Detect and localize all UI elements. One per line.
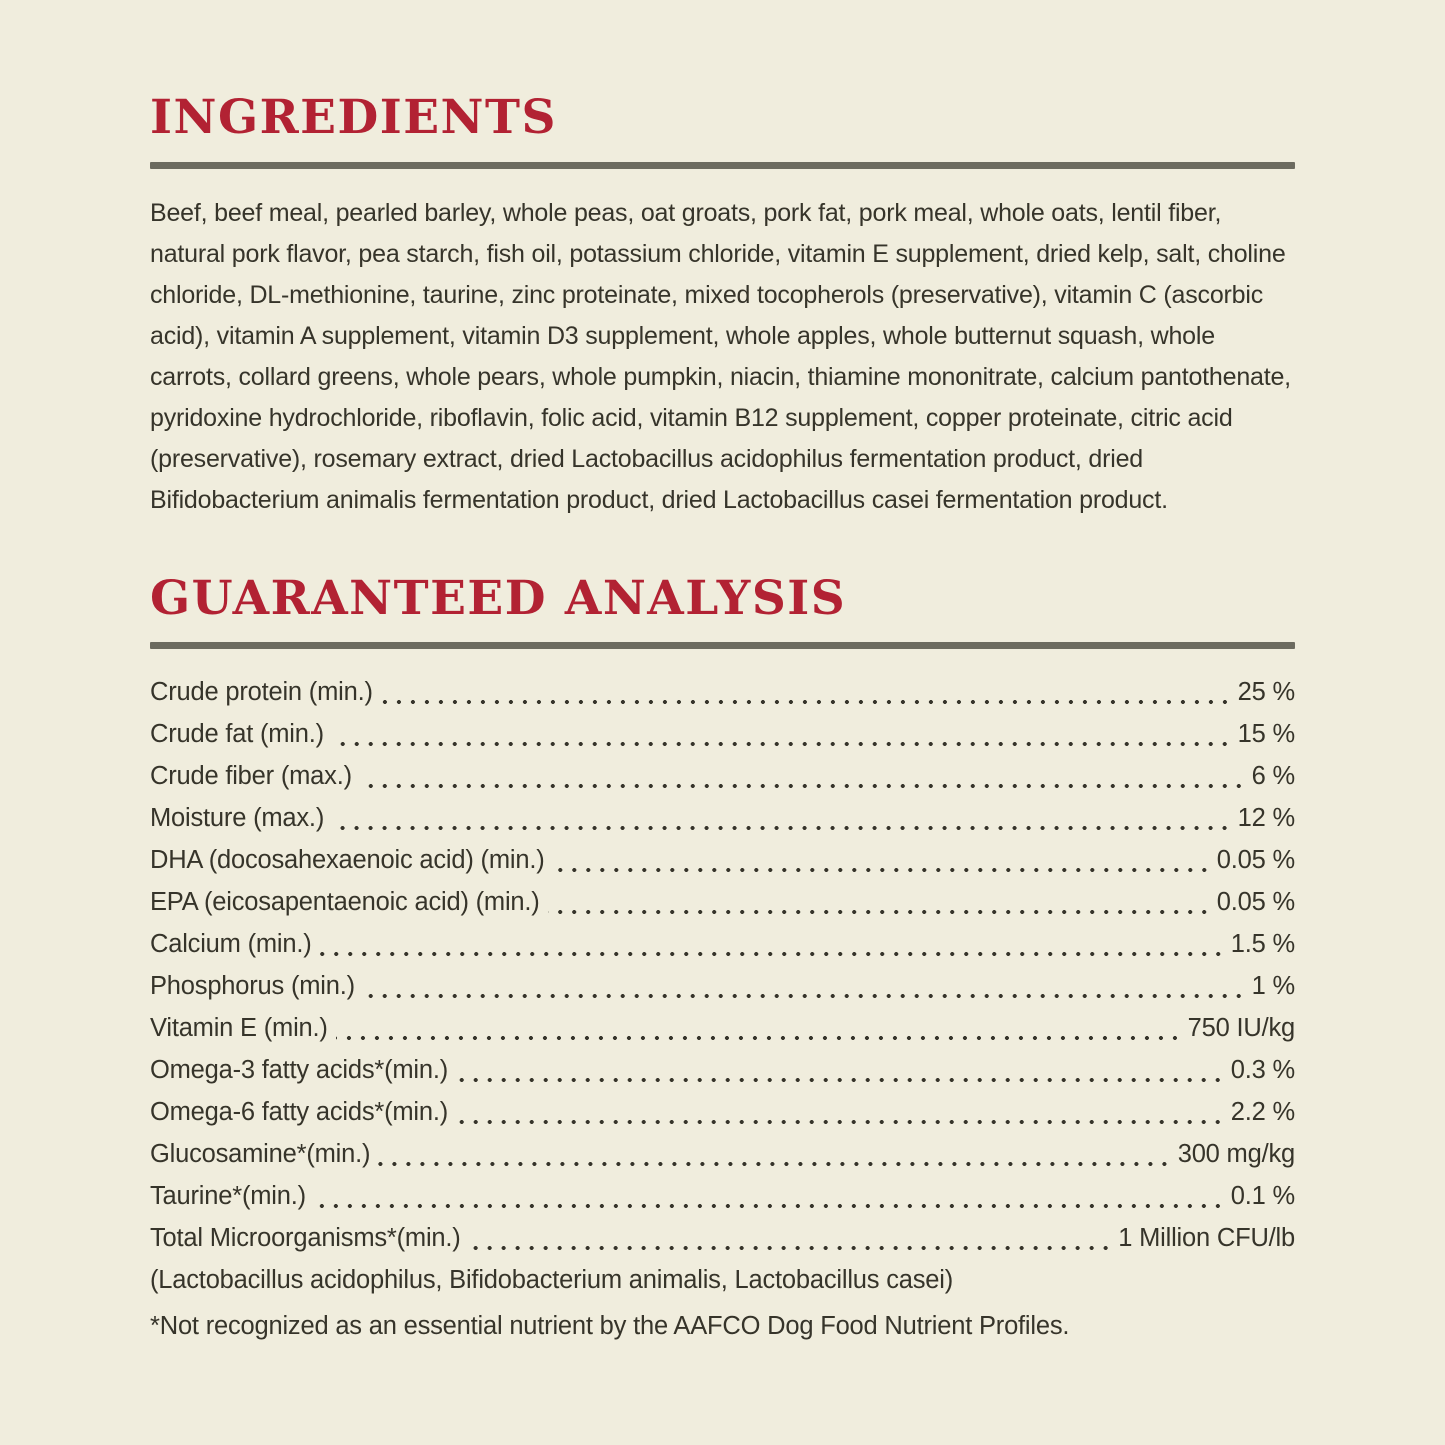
analysis-row-label: Vitamin E (min.) [150, 1013, 328, 1042]
analysis-row-value: 0.05 % [1216, 845, 1295, 874]
dotted-leader [332, 797, 1232, 839]
analysis-row-value: 0.05 % [1216, 887, 1295, 916]
ingredients-section [150, 92, 1295, 521]
analysis-row-label: DHA (docosahexaenoic acid) (min.) [150, 845, 545, 874]
aafco-footnote: *Not recognized as an essential nutrient by the AAFCO Dog Food Nutrient Profiles. [150, 1312, 1070, 1341]
analysis-row [150, 923, 1295, 965]
analysis-row-value: 2.2 % [1230, 1097, 1295, 1126]
analysis-row [150, 671, 1295, 713]
analysis-row [150, 965, 1295, 1007]
analysis-row-label: Crude fiber (max.) [150, 761, 352, 790]
analysis-row [150, 1091, 1295, 1133]
analysis-row [150, 1217, 1295, 1259]
analysis-row-value: 750 IU/kg [1187, 1013, 1295, 1042]
analysis-row-value: 6 % [1251, 761, 1295, 790]
analysis-row-label: EPA (eicosapentaenoic acid) (min.) [150, 887, 540, 916]
analysis-divider-rule [150, 642, 1295, 649]
dotted-leader [336, 1007, 1182, 1049]
dotted-leader [320, 923, 1225, 965]
guaranteed-analysis-table [150, 671, 1295, 1259]
dotted-leader [469, 1217, 1113, 1259]
analysis-row-value: 300 mg/kg [1177, 1139, 1295, 1168]
analysis-row-value: 12 % [1237, 803, 1295, 832]
analysis-row-label: Moisture (max.) [150, 803, 325, 832]
analysis-row [150, 797, 1295, 839]
guaranteed-analysis-section [150, 570, 1295, 1348]
dotted-leader [548, 881, 1211, 923]
dotted-leader [456, 1091, 1225, 1133]
dotted-leader [363, 965, 1246, 1007]
dotted-leader [456, 1049, 1225, 1091]
dotted-leader [553, 839, 1211, 881]
analysis-row-value: 1.5 % [1230, 929, 1295, 958]
ingredients-paragraph: Beef, beef meal, pearled barley, whole peas, oat groats, pork fat, pork meal, whole oats, lentil fiber, natural pork flavor, pea starch, fish oil, potassium chloride, vitamin E supplement, dried kelp, salt, choline chloride, DL-methionine, taurine, zinc proteinate, mixed tocopherols (preservative), vitamin C (ascorbic acid), vitamin A supplement, vitamin D3 supplement, whole apples, whole butternut squash, whole carrots, collard greens, whole pears, whole pumpkin, niacin, thiamine mononitrate, calcium pantothenate, pyridoxine hydrochloride, riboflavin, folic acid, vitamin B12 supplement, copper proteinate, citric acid (preservative), rosemary extract, dried Lactobacillus acidophilus fermentation product, dried Bifidobacterium animalis fermentation product, dried Lactobacillus casei fermentation product. [150, 198, 1291, 514]
analysis-row-label: Total Microorganisms*(min.) [150, 1223, 461, 1252]
dotted-leader [378, 1133, 1171, 1175]
ingredients-divider-rule [150, 162, 1295, 169]
analysis-row [150, 839, 1295, 881]
analysis-row-label: Omega-6 fatty acids*(min.) [150, 1097, 449, 1126]
analysis-row-label: Calcium (min.) [150, 929, 312, 958]
analysis-row-label: Crude fat (min.) [150, 719, 324, 748]
analysis-row-value: 1 Million CFU/lb [1118, 1223, 1295, 1252]
analysis-row [150, 755, 1295, 797]
analysis-row-value: 1 % [1251, 971, 1295, 1000]
analysis-row-label: Crude protein (min.) [150, 677, 373, 706]
analysis-row-value: 0.3 % [1230, 1055, 1295, 1084]
dotted-leader [381, 671, 1232, 713]
analysis-row-label: Phosphorus (min.) [150, 971, 355, 1000]
analysis-row [150, 1007, 1295, 1049]
analysis-row [150, 1133, 1295, 1175]
analysis-row [150, 1049, 1295, 1091]
guaranteed-analysis-heading: GUARANTEED ANALYSIS [150, 570, 847, 626]
analysis-row-label: Taurine*(min.) [150, 1181, 306, 1210]
analysis-row-label: Omega-3 fatty acids*(min.) [150, 1055, 449, 1084]
analysis-row-value: 0.1 % [1230, 1181, 1295, 1210]
ingredients-heading: INGREDIENTS [150, 90, 557, 145]
dotted-leader [314, 1175, 1225, 1217]
microorganisms-detail: (Lactobacillus acidophilus, Bifidobacterium animalis, Lactobacillus casei) [150, 1266, 954, 1295]
analysis-row-value: 15 % [1237, 719, 1295, 748]
analysis-row [150, 881, 1295, 923]
analysis-row [150, 713, 1295, 755]
dotted-leader [360, 755, 1246, 797]
analysis-row-label: Glucosamine*(min.) [150, 1139, 371, 1168]
analysis-row [150, 1175, 1295, 1217]
dotted-leader [332, 713, 1232, 755]
analysis-row-value: 25 % [1237, 677, 1295, 706]
